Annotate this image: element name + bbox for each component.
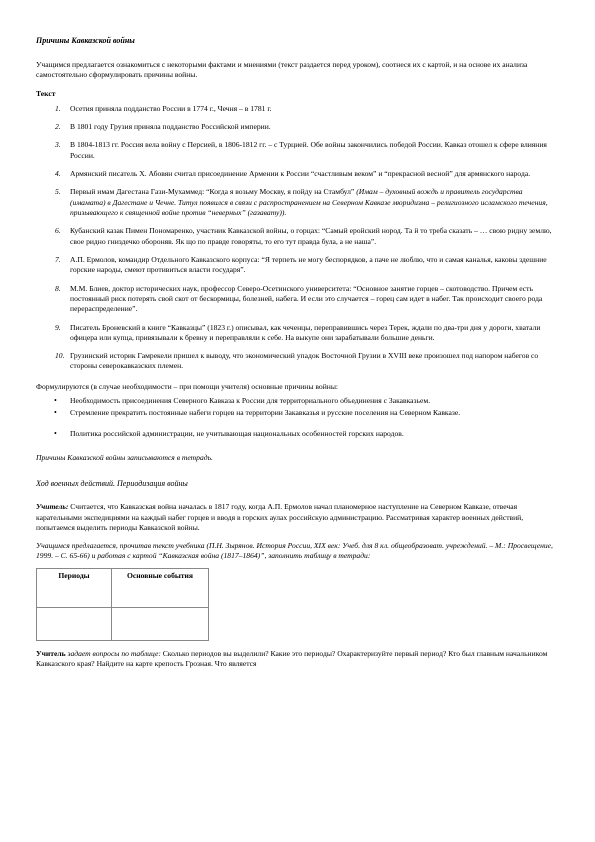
table-header-row <box>37 568 209 607</box>
item-text: Первый имам Дагестана Гази-Мухаммед: “Когда я возьму Москву, я пойду на Стамбул” <box>70 187 357 197</box>
item-number: 7. <box>55 254 61 264</box>
item-text: Писатель Броневский в книге “Кавказцы” (1823 г.) описывал, как чеченцы, переправившись через Терек, ждали по два-три дня у дороги, хватали офицера или купца, привязывали к бревну и переправляли к себе. На выкупе они зарабатывали большие деньги. <box>70 322 541 342</box>
bullet-icon: • <box>54 396 57 406</box>
item-text: Армянский писатель Х. Абовян считал присоединение Армении к России “счастливым веком” и “прекрасной весной” для армянского народа. <box>70 169 531 179</box>
list-item <box>36 396 558 406</box>
intro-paragraph: Учащимся предлагается ознакомиться с некоторыми фактами и мнениями (текст раздается перед уроком), соотнеся их с картой, и на основе их анализа самостоятельно сформулировать причины войны. <box>36 59 528 80</box>
item-text: Грузинский историк Гамрекели пришел к выводу, что экономический упадок Восточной Грузии в XVIII веке произошел под напором набегов со стороны северокавказских племен. <box>70 351 539 371</box>
causes-note: Причины Кавказской войны записываются в тетрадь. <box>36 453 213 462</box>
item-number: 10. <box>55 351 65 361</box>
list-item <box>36 408 558 418</box>
list-item <box>36 351 558 372</box>
list-item <box>36 284 558 315</box>
facts-list <box>36 104 558 372</box>
table-cell <box>112 607 209 640</box>
text-heading: Текст <box>36 88 56 98</box>
final-text: Сколько периодов вы выделили? Какие это периоды? Охарактеризуйте первый период? Кто был главным начальником Кавказского края? Найдите на карте крепость Грозная. Что является <box>36 648 548 669</box>
final-italic: задает вопросы по таблице: <box>65 648 161 658</box>
document-content <box>36 36 558 677</box>
item-number: 3. <box>55 140 61 150</box>
item-number: 8. <box>55 283 61 293</box>
list-item <box>36 169 558 179</box>
item-number: 5. <box>55 187 61 197</box>
bullet-icon: • <box>54 428 57 438</box>
item-number: 2. <box>55 122 61 132</box>
item-note: (Имам – духовный вождь и правитель государства (имамата) в Дагестане и Чечне. Титул появился в связи с распространением на Северном Кавказе мюридизма – религиозного исламского течения, призывающего к священной войне против “неверных” (газавату)). <box>70 187 548 217</box>
item-text: В 1801 году Грузия приняла подданство Российской империи. <box>70 122 271 132</box>
table-cell <box>37 607 112 640</box>
teacher-label: Учитель: <box>36 502 69 512</box>
periods-table <box>36 568 209 641</box>
item-text: В 1804-1813 гг. Россия вела войну с Персией, в 1806-1812 гг. – с Турцией. Обе войны закончились победой России. Кавказ отошел к сфере влияния России. <box>70 140 547 160</box>
table-row <box>37 607 209 640</box>
cause-text: Стремление прекратить постоянные набеги горцев на территории Закавказья и русские поселения на Северном Кавказе. <box>70 408 461 418</box>
bullet-icon: • <box>54 408 57 418</box>
document-title: Причины Кавказской войны <box>36 36 135 45</box>
list-item <box>36 255 558 276</box>
assignment-paragraph: Учащимся предлагается, прочитав текст учебника (П.Н. Зырянов. История России, XIX век: Учеб. для 8 кл. общеобразоват. учреждений. – М.: Просвещение, 1999. – С. 65-66) и работая с картой “Кавказская война (1817–1864)”, заполнить таблицу в тетради: <box>36 541 553 561</box>
item-text: М.М. Блиев, доктор исторических наук, профессор Северо-Осетинского университета: “Основное занятие горцев – скотоводство. Причем есть постоянный риск потерять свой скот от бескормицы, болезней, набега. И если это случается – горец сам идет в набег. Так происходит своего рода перераспределение”. <box>70 283 543 314</box>
item-text: Осетия приняла подданство России в 1774 г., Чечня – в 1781 г. <box>70 103 272 113</box>
causes-list <box>36 396 558 439</box>
section-title: Ход военных действий. Периодизация войны <box>36 479 188 489</box>
item-number: 9. <box>55 322 61 332</box>
cause-text: Политика российской администрации, не учитывающая национальных особенностей горских народов. <box>70 428 404 438</box>
cause-text: Необходимость присоединения Северного Кавказа к России для территориального объединения с Закавказьем. <box>70 396 431 406</box>
item-number: 1. <box>55 103 61 113</box>
list-item <box>36 122 558 132</box>
final-teacher-label: Учитель <box>36 648 66 658</box>
item-text: Кубанский казак Пимен Пономаренко, участник Кавказской войны, о горцах: “Самый еройский нород. Та й то треба сказать – … свою ридну землю, свое ридно гниздечко обороняв. Як що по правде говоряты, то его тут правда була, а не наша”. <box>70 226 552 246</box>
item-text: А.П. Ермолов, командир Отдельного Кавказского корпуса: “Я терпеть не могу беспорядков, а паче не люблю, что и самая каналья, каковы здешние горские народы, смеют противиться власти государя”. <box>70 254 547 275</box>
list-item <box>36 226 558 247</box>
list-item <box>36 323 558 344</box>
causes-intro: Формулируются (в случае необходимости – при помощи учителя) основные причины войны: <box>36 381 339 391</box>
final-paragraph <box>36 649 558 670</box>
list-item <box>36 104 558 114</box>
teacher-paragraph <box>36 502 558 533</box>
list-item <box>36 140 558 161</box>
list-item <box>36 187 558 218</box>
table-header-events: Основные события <box>112 568 209 607</box>
table-header-periods: Периоды <box>37 568 112 607</box>
list-item <box>36 429 558 439</box>
teacher-text: Считается, что Кавказская война началась в 1817 году, когда А.П. Ермолов начал планомерное наступление на Северном Кавказе, отвечая карательными экспедициями на каждый набег горцев и вводя в горских аулах российскую администрацию. Рассматривая характер военных действий, попытаемся выделить периоды Кавказской войны. <box>36 502 524 532</box>
item-number: 6. <box>55 226 61 236</box>
item-number: 4. <box>55 169 61 179</box>
